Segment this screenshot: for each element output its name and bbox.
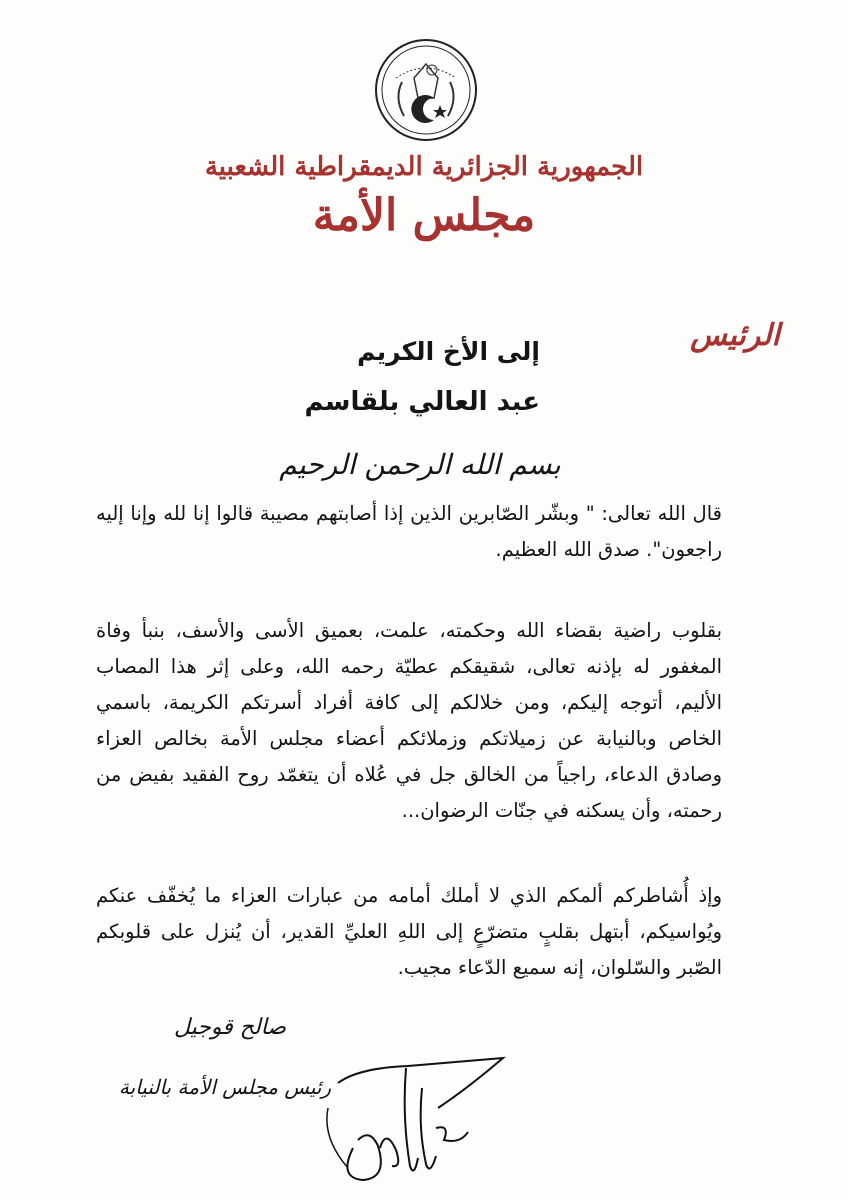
closing-paragraph: وإذ أُشاطركم ألمكم الذي لا أملك أمامه من عبارات العزاء ما يُخفّف عنكم ويُواسيكم، أبتهل بقلبٍ متضرّعٍ إلى اللهِ العليِّ القدير، أن يُنزل على قلوبكم الصّبر والسّلوان، إنه سميع الدّعاء مجيب. [96,884,722,979]
office-label: الرئيس [690,318,780,353]
quran-paragraph: قال الله تعالى: " وبشّر الصّابرين الذين إذا أصابتهم مصيبة قالوا إنا لله وإنا إليه راجعون". صدق الله العظيم. [96,502,722,561]
handwritten-signature [318,1028,518,1188]
signer-name: صالح قوجيل [173,1015,287,1040]
signer-title: رئيس مجلس الأمة بالنيابة [118,1075,332,1099]
state-seal-emblem [374,38,478,142]
basmala: بسم الله الرحمن الرحيم [279,448,561,481]
recipient-name: عبد العالي بلقاسم [304,387,540,417]
institution-name: مجلس الأمة [312,190,536,241]
main-paragraph: بقلوب راضية بقضاء الله وحكمته، علمت، بعميق الأسى والأسف، بنبأ وفاة المغفور له بإذنه تعالى، شقيقكم عطيّة رحمه الله، وعلى إثر هذا المصاب الأليم، أتوجه إليكم، ومن خلالكم إلى كافة أفراد أسرتكم الكريمة، باسمي الخاص وبالنيابة عن زميلاتكم وزملائكم أعضاء مجلس الأمة بخالص العزاء وصادق الدعاء، راجياً من الخالق جل في عُلاه أن يتغمّد روح الفقيد بفيض من رحمته، وأن يسكنه في جنّات الرضوان... [96,619,722,822]
recipient-salutation: إلى الأخ الكريم [357,337,540,366]
country-name: الجمهورية الجزائرية الديمقراطية الشعبية [204,152,644,182]
